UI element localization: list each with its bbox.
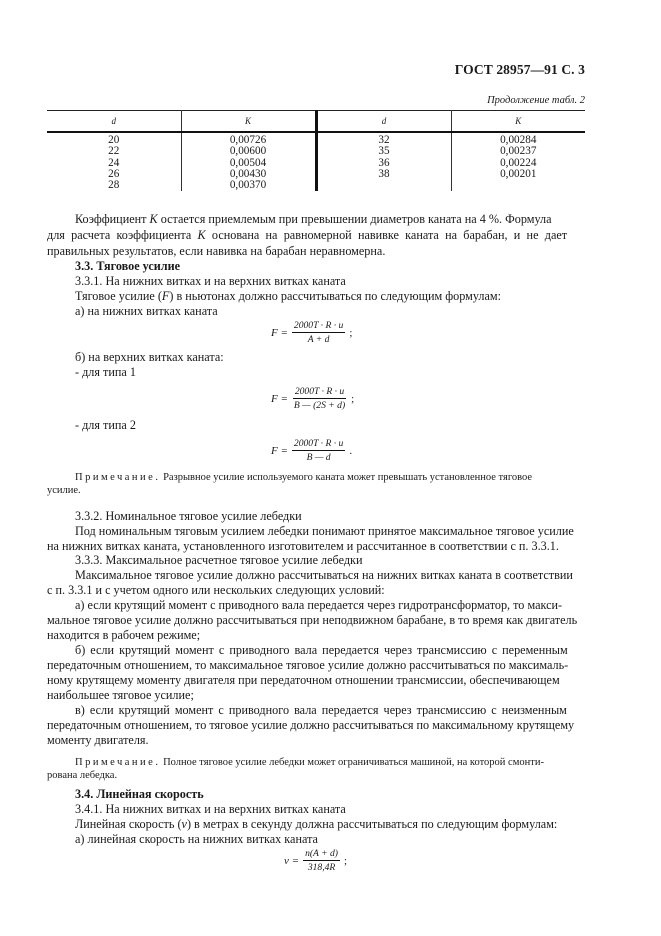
condition-b-line-3: ному крутящему моменту двигателя при передаточном отношении трансмиссии, обеспечивающем — [47, 673, 560, 687]
table-row — [47, 180, 585, 191]
condition-c-line-2: передаточным отношением, то тяговое усилие должно рассчитываться по максимальному крутящему — [47, 718, 575, 732]
condition-a-line-2: мальное тяговое усилие должно рассчитываться при неподвижном барабане, в то время как двигатель — [47, 613, 578, 627]
formula-traction-upper-type1: F = $\frac{2000T \cdot R \cdot u}{B — (2S + d)}$ ; — [271, 386, 355, 411]
formula-linear-speed-lower: v = $\frac{n(A + d)}{318,4R}$ ; — [284, 848, 348, 873]
paragraph-k-line-1: Коэффициент K остается приемлемым при превышении диаметров каната на 4 %. Формула — [75, 212, 552, 226]
cell-d: 32 — [316, 132, 451, 146]
item-b-upper-turns: б) на верхних витках каната: — [75, 350, 224, 364]
column-header-k: K — [451, 111, 585, 133]
section-3-3-2-title: 3.3.2. Номинальное тяговое усилие лебедки — [75, 509, 302, 523]
condition-a-line-1: а) если крутящий момент с приводного вала передается через гидротрансформатор, то макси- — [75, 598, 563, 612]
table-continuation-caption: Продолжение табл. 2 — [487, 95, 585, 106]
section-3-3-3-line-1: Максимальное тяговое усилие должно рассчитываться на нижних витках каната в соответствии — [75, 568, 573, 582]
table-row — [47, 132, 585, 146]
item-a-lower-turns: а) на нижних витках каната — [75, 304, 218, 318]
cell-d: 35 — [316, 146, 451, 157]
document-code-header: ГОСТ 28957—91 С. 3 — [454, 62, 585, 77]
cell-d: 22 — [47, 146, 181, 157]
column-header-k: K — [181, 111, 316, 133]
cell-k: 0,00600 — [181, 146, 316, 157]
cell-d — [316, 180, 451, 191]
section-3-3-3-line-2: с п. 3.3.1 и с учетом одного или нескольких следующих условий: — [47, 583, 385, 597]
cell-k: 0,00726 — [181, 132, 316, 146]
type-1-label: - для типа 1 — [75, 365, 136, 379]
condition-b-line-1: б) если крутящий момент с приводного вала передается через трансмиссию с переменным — [75, 643, 568, 657]
cell-d: 38 — [316, 169, 451, 180]
cell-d: 26 — [47, 169, 181, 180]
cell-d: 20 — [47, 132, 181, 146]
section-3-3-title: 3.3. Тяговое усилие — [75, 259, 181, 273]
section-3-3-3-title: 3.3.3. Максимальное расчетное тяговое усилие лебедки — [75, 553, 363, 567]
section-3-3-1-text: Тяговое усилие (F) в ньютонах должно рассчитываться по следующим формулам: — [75, 289, 502, 303]
cell-d: 28 — [47, 180, 181, 191]
section-3-4-1-text: Линейная скорость (v) в метрах в секунду должна рассчитываться по следующим формулам: — [75, 817, 558, 831]
section-3-3-2-line-1: Под номинальным тяговым усилием лебедки понимают принятое максимальное тяговое усилие — [75, 524, 574, 538]
note-1-line-2: усилие. — [47, 485, 81, 496]
cell-d: 36 — [316, 158, 451, 169]
column-header-d: d — [47, 111, 181, 133]
coefficient-table — [47, 110, 585, 191]
cell-k: 0,00504 — [181, 158, 316, 169]
note-2: Примечание. Полное тяговое усилие лебедки может ограничиваться машиной, на которой смонти- — [75, 757, 544, 768]
note-2-line-2: рована лебедка. — [47, 770, 118, 781]
table-row — [47, 169, 585, 180]
type-2-label: - для типа 2 — [75, 418, 136, 432]
cell-k: 0,00201 — [500, 167, 537, 180]
section-3-3-1-title: 3.3.1. На нижних витках и на верхних витках каната — [75, 274, 346, 288]
note-1: Примечание. Разрывное усилие используемого каната может превышать установленное тяговое — [75, 472, 533, 483]
cell-k: 0,00430 — [181, 169, 316, 180]
cell-k: 0,00224 — [500, 156, 537, 169]
condition-b-line-2: передаточным отношением, то максимальное тяговое усилие должно рассчитываться по максималь- — [47, 658, 569, 672]
section-3-4-1-item-a: а) линейная скорость на нижних витках каната — [75, 832, 318, 846]
cell-d: 24 — [47, 158, 181, 169]
cell-k: 0,00237 — [500, 145, 537, 158]
cell-k — [451, 180, 585, 191]
cell-k: 0,00284 — [500, 134, 537, 146]
section-3-4-title: 3.4. Линейная скорость — [75, 787, 204, 801]
formula-traction-upper-type2: F = $\frac{2000T \cdot R \cdot u}{B — d}$ . — [271, 438, 353, 463]
table-row — [47, 146, 585, 157]
column-header-d: d — [316, 111, 451, 133]
paragraph-k-line-3: правильных результатов, если навивка на барабан неравномерна. — [47, 244, 386, 258]
condition-c-line-1: в) если крутящий момент с приводного вала передается через трансмиссию с неизменным — [75, 703, 567, 717]
paragraph-k-line-2: для расчета коэффициента K основана на равномерной навивке каната на барабан, и не дает — [47, 228, 568, 242]
condition-a-line-3: находится в рабочем режиме; — [47, 628, 201, 642]
table-header-row — [47, 111, 585, 133]
condition-b-line-4: наибольшее тяговое усилие; — [47, 688, 194, 702]
condition-c-line-3: моменту двигателя. — [47, 733, 149, 747]
cell-k: 0,00370 — [181, 180, 316, 191]
section-3-4-1-title: 3.4.1. На нижних витках и на верхних витках каната — [75, 802, 346, 816]
section-3-3-2-line-2: на нижних витках каната, установленного изготовителем и рассчитанное в соответствии с п. 3.3.1. — [47, 539, 559, 553]
formula-traction-lower: F = $\frac{2000T \cdot R \cdot u}{A + d}$ ; — [271, 320, 353, 345]
